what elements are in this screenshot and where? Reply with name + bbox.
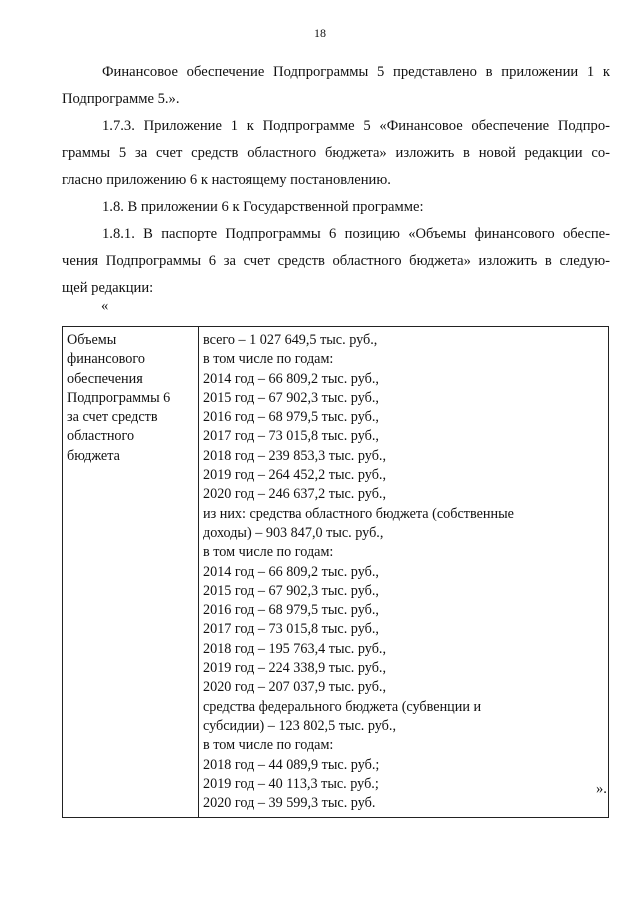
value-line: 2018 год – 239 853,3 тыс. руб., <box>203 447 387 464</box>
value-line: 2017 год – 73 015,8 тыс. руб., <box>203 428 379 445</box>
value-line: 2014 год – 66 809,2 тыс. руб., <box>203 370 379 387</box>
text-line: 1.8.1. В паспорте Подпрограммы 6 позицию «Объемы финансового обеспе- <box>102 226 610 242</box>
paragraph-1-7-3 <box>62 113 610 194</box>
value-line: 2020 год – 207 037,9 тыс. руб., <box>203 679 387 696</box>
label-line: финансового <box>67 351 145 368</box>
value-line: 2016 год – 68 979,5 тыс. руб., <box>203 602 379 619</box>
value-line: 2018 год – 44 089,9 тыс. руб.; <box>203 756 380 773</box>
value-line: 2015 год – 67 902,3 тыс. руб., <box>203 389 379 406</box>
value-line: 2015 год – 67 902,3 тыс. руб., <box>203 582 379 599</box>
value-line: 2020 год – 39 599,3 тыс. руб. <box>203 795 376 812</box>
value-line: субсидии) – 123 802,5 тыс. руб., <box>203 717 396 734</box>
text-line: Подпрограмме 5.». <box>62 91 180 107</box>
value-line: 2016 год – 68 979,5 тыс. руб., <box>203 409 379 426</box>
label-line: за счет средств <box>67 409 158 426</box>
value-line: средства федерального бюджета (субвенции и <box>203 698 482 715</box>
table-row <box>63 327 609 818</box>
label-line: Объемы <box>67 332 117 348</box>
text-line: граммы 5 за счет средств областного бюджета» изложить в новой редакции со- <box>62 145 610 161</box>
paragraph-1-8-1 <box>62 221 610 302</box>
text-line: щей редакции: <box>62 280 154 296</box>
text-line: Финансовое обеспечение Подпрограммы 5 представлено в приложении 1 к <box>102 64 610 80</box>
value-line: из них: средства областного бюджета (собственные <box>203 505 514 522</box>
value-line: в том числе по годам: <box>203 737 334 754</box>
value-line: 2019 год – 264 452,2 тыс. руб., <box>203 467 387 484</box>
label-line: бюджета <box>67 447 120 464</box>
value-line: в том числе по годам: <box>203 351 334 368</box>
value-line: 2018 год – 195 763,4 тыс. руб., <box>203 640 387 657</box>
funding-label-cell <box>63 327 199 818</box>
text-line: гласно приложению 6 к настоящему постановлению. <box>62 172 391 188</box>
value-line: 2020 год – 246 637,2 тыс. руб., <box>203 486 387 503</box>
text-line: 1.8. В приложении 6 к Государственной программе: <box>102 199 424 215</box>
text-line: 1.7.3. Приложение 1 к Подпрограмме 5 «Финансовое обеспечение Подпро- <box>102 118 610 134</box>
value-line: 2014 год – 66 809,2 тыс. руб., <box>203 563 379 580</box>
label-line: обеспечения <box>67 370 143 387</box>
closing-quote: ». <box>596 781 607 797</box>
value-line: в том числе по годам: <box>203 544 334 561</box>
funding-table <box>62 326 609 818</box>
paragraph-subprogram5-funding <box>62 59 610 113</box>
value-line: всего – 1 027 649,5 тыс. руб., <box>203 332 378 348</box>
page-number: 18 <box>314 26 326 40</box>
label-line: областного <box>67 428 135 445</box>
value-line: 2017 год – 73 015,8 тыс. руб., <box>203 621 379 638</box>
paragraph-1-8 <box>62 194 610 221</box>
value-line: 2019 год – 40 113,3 тыс. руб.; <box>203 775 379 792</box>
value-line: доходы) – 903 847,0 тыс. руб., <box>203 524 384 541</box>
value-line: 2019 год – 224 338,9 тыс. руб., <box>203 660 387 677</box>
opening-quote: « <box>101 298 109 314</box>
label-line: Подпрограммы 6 <box>67 389 171 406</box>
funding-values-cell <box>199 327 609 818</box>
text-line: чения Подпрограммы 6 за счет средств областного бюджета» изложить в следую- <box>62 253 610 269</box>
